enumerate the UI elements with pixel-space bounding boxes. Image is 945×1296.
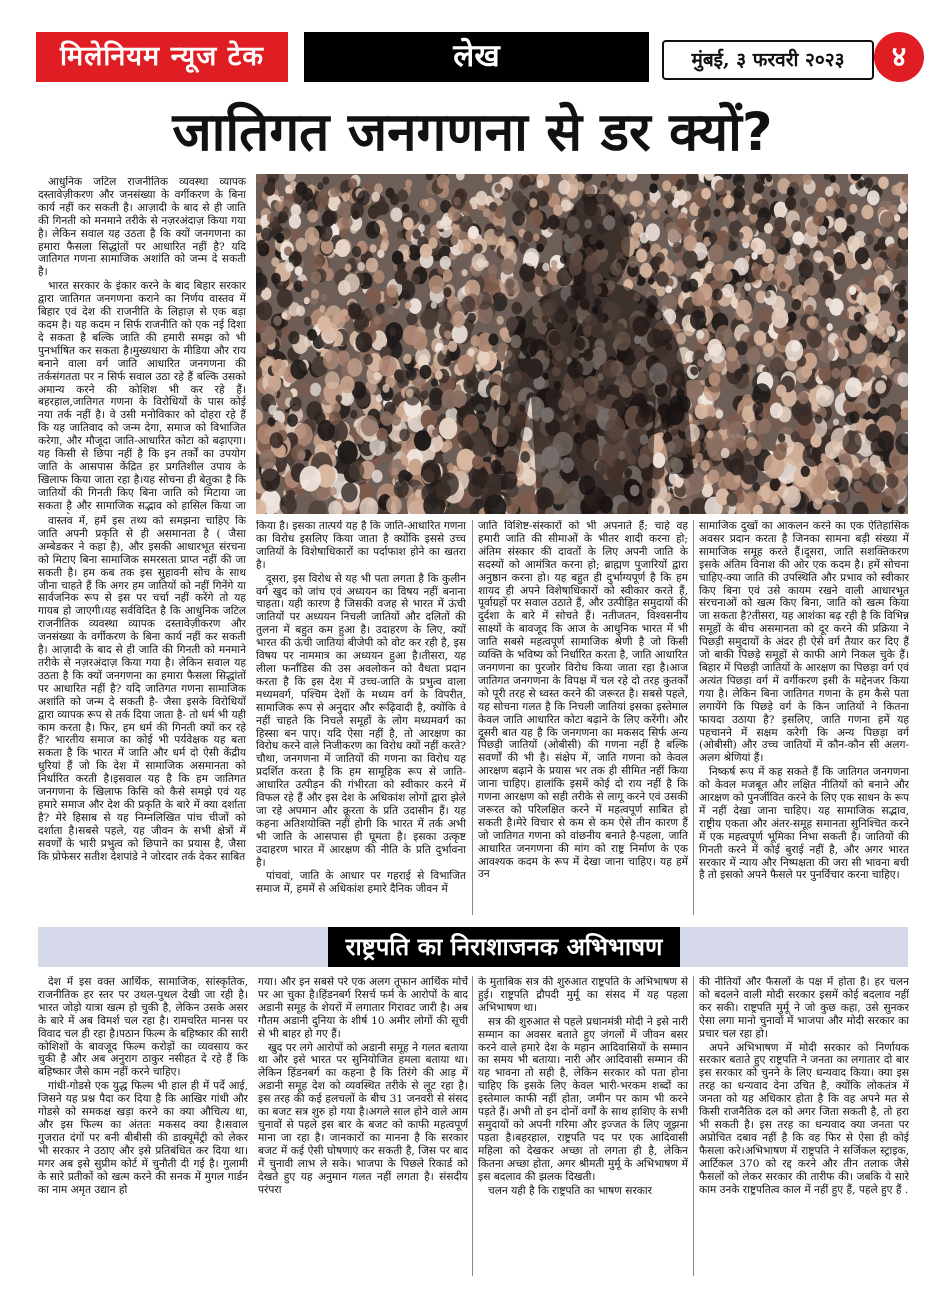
paragraph: पांचवां, जाति के आधार पर गहराई से विभाजित समाज में, हममें से अधिकांश हमारे दैनिक जीवन में — [256, 870, 466, 896]
article1-col2 — [256, 520, 466, 915]
article1-col3 — [478, 520, 688, 915]
column-divider — [693, 520, 694, 915]
section-label: लेख — [304, 32, 649, 82]
paragraph: भारत सरकार के इंकार करने के बाद बिहार सरकार द्वारा जातिगत जनगणना कराने का निर्णय वास्तव में बिहार एवं देश की राजनीति के लिहाज़ से एक बड़ा कदम है। यह कदम न सिर्फ राजनीति को एक नई दिशा दे सकता है बल्कि जाति की हमारी समझ को भी पुनर्भाषित कर सकता है।मुख्यधारा के मीडिया और राय बनाने वाला वर्ग जाति आधारित जनगणना की तर्कसंगतता पर न सिर्फ सवाल उठा रहे हैं बल्कि उसको अमान्य करने की कोशिश भी कर रहे हैं। बहरहाल,जातिगत गणना के विरोधियों के पास कोई नया तर्क नहीं है। वे उसी मनोविकार को दोहरा रहे हैं कि यह जातिवाद को जन्म देगा, समाज को विभाजित करेगा, और मौजूदा जाति-आधारित कोटा को बढ़ाएगा। यह किसी से छिपा नहीं है कि इन तर्कों का उपयोग जाति के आसपास केंद्रित हर प्रगतिशील उपाय के खिलाफ किया जाता रहा है।यह सोचना ही बेतुका है कि जातियों की गिनती किए बिना जाति को मिटाया जा सकता है और सामाजिक सद्भाव को हासिल किया जा — [38, 280, 246, 512]
article1-col1-lower — [38, 515, 246, 915]
crowd-image — [256, 174, 908, 514]
article1-col1-top — [38, 176, 246, 514]
paragraph: दूसरा, इस विरोध से यह भी पता लगता है कि कुलीन वर्ग खुद को जांच एवं अध्ययन का विषय नहीं बनाना चाहता। यही कारण है जिसकी वजह से भारत में ऊंची जातियों पर अध्ययन निचली जातियों और दलितों की तुलना में बहुत कम हुआ है। उदाहरण के लिए, क्यों भारत की ऊंची जातियां बीजेपी को वोट कर रही है, इस विषय पर नाममात्र का अध्ययन हुआ है।तीसरा, यह लीला फर्नांडिस की उस अवलोकन को वैधता प्रदान करता है कि इस देश में उच्च-जाति के प्रभुत्व वाला मध्यमवर्ग, पश्चिम देशों के मध्यम वर्ग के विपरीत, सामाजिक रूप से अनुदार और रूढ़िवादी है, क्योंकि वे नहीं चाहते कि निचले समूहों के लोग मध्यमवर्ग का हिस्सा बन पाए। यदि ऐसा नहीं है, तो आरक्षण का विरोध करने वाले निजीकरण का विरोध क्यों नहीं करते?चौथा, जनगणना में जातियों की गणना का विरोध यह प्रदर्शित करता है कि हम सामूहिक रूप से जाति-आधारित उत्पीड़न की गंभीरता को स्वीकार करने में विफल रहे हैं और इस देश के अधिकांश लोगों द्वारा झेले जा रहे अपमान और क्रूरता के प्रति उदासीन हैं। यह कहना अतिशयोक्ति नहीं होगी कि भारत में तर्क अभी भी जाति के आसपास ही घूमता है। इसका उत्कृष्ट उदाहरण भारत में आरक्षण की नीति के प्रति दुर्भावना है। — [256, 572, 466, 869]
article2-col1 — [38, 976, 248, 1276]
paragraph: खुद पर लगे आरोपों को अडानी समूह ने गलत बताया था और इसे भारत पर सुनियोजित हमला बताया था।लेकिन हिंडनबर्ग का कहना है कि तिरंगे की आड़ में अडानी समूह देश को व्यवस्थित तरीके से लूट रहा है। इस तरह की कई हलचलों के बीच 31 जनवरी से संसद का बजट सत्र शुरु हो गया है।अगले साल होने वाले आम चुनावों से पहले इस बार के बजट को काफी महत्वपूर्ण माना जा रहा है। जानकारों का मानना है कि सरकार बजट में कई ऐसी घोषणाएं कर सकती है, जिस पर बाद में चुनावी लाभ ले सके। भाजपा के पिछले रिकार्ड को देखते हुए यह अनुमान गलत नहीं लगता है। संसदीय परंपरा — [258, 1041, 468, 1196]
paragraph: गया। और इन सबसे परे एक अलग तूफान आर्थिक मोर्चे पर आ चुका है।हिंडनबर्ग रिसर्च फर्म के आरोपों के बाद अडानी समूह के शेयरों में लगातार गिरावट जारी है। अब गौतम अडानी दुनिया के शीर्ष 10 अमीर लोगों की सूची से भी बाहर हो गए हैं। — [258, 976, 468, 1040]
paragraph: गांधी-गोडसे एक युद्ध फिल्म भी हाल ही में पर्दे आई, जिसने यह प्रश्न पैदा कर दिया है कि आखिर गांधी और गोडसे को समकक्ष खड़ा करने का क्या औचित्य था, और इस फिल्म का अंततः मकसद क्या है।सवाल गुजरात दंगों पर बनी बीबीसी की डाक्यूमेंट्री को लेकर भी सरकार ने उठाए और इसे प्रतिबंधित कर दिया था। मगर अब इसे सुप्रीम कोर्ट में चुनौती दी गई है। गुलामी के सारे प्रतीकों को खत्म करने की सनक में मुगल गार्डन का नाम अमृत उद्यान हो — [38, 1080, 248, 1196]
column-divider — [472, 976, 473, 1276]
paragraph: देश में इस वक्त आर्थिक, सामाजिक, सांस्कृतिक, राजनीतिक हर स्तर पर उथल-पुथल देखी जा रही है। भारत जोड़ो यात्रा खत्म हो चुकी है, लेकिन उसके असर के बारे में अब विमर्श चल रहा है। रामचरित मानस पर विवाद चल ही रहा है।पठान फिल्म के बहिष्कार की सारी कोशिशों के बावजूद फिल्म करोड़ों का व्यवसाय कर चुकी है और अब अनुराग ठाकुर नसीहत दे रहे हैं कि बहिष्कार जैसे काम नहीं करने चाहिए। — [38, 976, 248, 1079]
paragraph: सत्र की शुरुआत से पहले प्रधानमंत्री मोदी ने इसे नारी सम्मान का अवसर बताते हुए जंगलों में जीवन बसर करने वाले हमारे देश के महान आदिवासियों के सम्मान का समय भी बताया। नारी और आदिवासी सम्मान की यह भावना तो सही है, लेकिन सरकार को पता होना चाहिए कि इसके लिए केवल भारी-भरकम शब्दों का इस्तेमाल काफी नहीं होता, जमीन पर काम भी करने पड़ते हैं। अभी तो इन दोनों वर्गों के साथ हाशिए के सभी समुदायों को अपनी गरिमा और इज्जत के लिए जूझना पड़ता है।बहरहाल, राष्ट्रपति पद पर एक आदिवासी महिला को देखकर अच्छा तो लगता ही है, लेकिन कितना अच्छा होता, अगर श्रीमती मुर्मू के अभिभाषण में इस बदलाव की झलक दिखती। — [478, 1015, 688, 1183]
paragraph: की नीतियों और फैसलों के पक्ष में होता है। हर चलन को बदलने वाली मोदी सरकार इसमें कोई बदलाव नहीं कर सकी। राष्ट्रपति मुर्मू ने जो कुछ कहा, उसे सुनकर ऐसा लगा मानो चुनावों में भाजपा और मोदी सरकार का प्रचार चल रहा हो। — [699, 976, 909, 1040]
paragraph: अपने अभिभाषण में मोदी सरकार को निर्णायक सरकार बताते हुए राष्ट्रपति ने जनता का लगातार दो बार इस सरकार को चुनने के लिए धन्यवाद किया। क्या इस तरह का धन्यवाद देना उचित है, क्योंकि लोकतंत्र में जनता को यह अधिकार होता है कि वह अपने मत से किसी राजनैतिक दल को अगर जिता सकती है, तो हरा भी सकती है। इस तरह का धन्यवाद क्या जनता पर अप्रोचित दबाव नहीं है कि वह फिर से ऐसा ही कोई फैसला करे।अभिभाषण में राष्ट्रपति ने सर्जिकल स्ट्राइक, आर्टिकल 370 को रद्द करने और तीन तलाक जैसे फैसलों को लेकर सरकार की तारीफ की। जबकि ये सारे काम उनके राष्ट्रपतित्व काल में नहीं हुए हैं, पहले हुए हैं . — [699, 1041, 909, 1196]
crowd-photo — [256, 174, 908, 514]
column-divider — [472, 520, 473, 915]
brand-logo: मिलेनियम न्यूज टेक — [36, 32, 288, 82]
paragraph: सामाजिक दुखों का आकलन करने का एक ऐतिहासिक अवसर प्रदान करता है जिनका सामना बड़ी संख्या में सामाजिक समूह करते हैं।दूसरा, जाति सशक्तिकरण इसके अंतिम विनाश की ओर एक कदम है। हमें सोचना चाहिए-क्या जाति की उपस्थिति और प्रभाव को स्वीकार किए बिना एवं उसे कायम रखने वाली आधारभूत संरचनाओं को खत्म किए बिना, जाति को खत्म किया जा सकता है?तीसरा, यह आशंका बढ़ रही है कि विभिन्न समूहों के बीच असमानता को दूर करने की प्रक्रिया ने पिछड़ी समुदायों के अंदर ही ऐसे वर्ग तैयार कर दिए हैं जो बाकी पिछड़े समूहों से काफी आगे निकल चुके हैं। बिहार में पिछड़ी जातियों के आरक्षण का पिछड़ा वर्ग एवं अत्यंत पिछड़ा वर्ग में वर्गीकरण इसी के मद्देनजर किया गया है। लेकिन बिना जातिगत गणना के हम कैसे पता लगायेंगे कि पिछड़े वर्ग के किन जातियों ने कितना फायदा उठाया है? इसलिए, जाति गणना हमें यह पहचानने में सक्षम करेगी कि अन्य पिछड़ा वर्ग (ओबीसी) और उच्च जातियों में कौन-कौन सी अलग-अलग श्रेणियां हैं। — [699, 520, 909, 765]
masthead — [36, 32, 916, 84]
article-headline: जातिगत जनगणना से डर क्यों? — [172, 102, 773, 163]
paragraph: आधुनिक जटिल राजनीतिक व्यवस्था व्यापक दस्तावेज़ीकरण और जनसंख्या के वर्गीकरण के बिना कार्य नहीं कर सकती है। आज़ादी के बाद से ही जाति की गिनती को मनमाने तरीके से नज़रअंदाज़ किया गया है। लेकिन सवाल यह उठता है कि क्यों जनगणना का हमारा फैसला सिद्धांतों पर आधारित नहीं है? यदि जातिगत गणना सामाजिक अशांति को जन्म दे सकती है। — [38, 176, 246, 279]
paragraph: के मुताबिक सत्र की शुरुआत राष्ट्रपति के अभिभाषण से हुई। राष्ट्रपति द्रौपदी मुर्मू का संसद में यह पहला अभिभाषण था। — [478, 976, 688, 1014]
paragraph: वास्तव में, हमें इस तथ्य को समझना चाहिए कि जाति अपनी प्रकृति से ही असमानता है ( जैसा अम्बेडकर ने कहा है), और इसकी आधारभूत संरचना को मिटाए बिना सामाजिक समरसता प्राप्त नहीं की जा सकती है। हम कब तक इस सुहावनी सोच के साथ जीना चाहते हैं कि अगर हम जातियों को नहीं गिनेंगे या सार्वजनिक रूप से इस पर चर्चा नहीं करेंगे तो यह गायब हो जाएगी।यह सर्वविदित है कि आधुनिक जटिल राजनीतिक व्यवस्था व्यापक दस्तावेज़ीकरण और जनसंख्या के वर्गीकरण के बिना कार्य नहीं कर सकती है। आज़ादी के बाद से ही जाति की गिनती को मनमाने तरीके से नज़रअंदाज़ किया गया है। लेकिन सवाल यह उठता है कि क्यों जनगणना का हमारा फैसला सिद्धांतों पर आधारित नहीं है? यदि जातिगत गणना सामाजिक अशांति को जन्म दे सकती है- जैसा इसके विरोधियों द्वारा व्यापक रूप से तर्क दिया जाता है- तो धर्म भी यही काम करता है। फिर, हम धर्म की गिनती क्यों कर रहे हैं? भारतीय समाज का कोई भी पर्यवेक्षक यह बता सकता है कि भारत में जाति और धर्म दो ऐसी केंद्रीय धुरियां हैं जो कि देश में सामाजिक असमानता को निर्धारित करती है।इसवाल यह है कि हम जातिगत जनगणना के खिलाफ किसि को कैसे समझे एवं यह हमारे समाज और देश की प्रकृति के बारे में क्या दर्शाता है? मेरे हिसाब से यह निम्नलिखित पांच चीजों को दर्शाता है।सबसे पहले, यह जीवन के सभी क्षेत्रों में सवर्णों के भारी प्रभुत्व को छिपाने का प्रयास है, जैसा कि प्रोफेसर सतीश देशपांडे ने जोरदार तर्क देकर साबित — [38, 515, 246, 863]
article2-col4 — [699, 976, 909, 1276]
page-number-badge: ४ — [874, 32, 924, 82]
article2-title: राष्ट्रपति का निराशाजनक अभिभाषण — [328, 927, 680, 967]
article2-col3 — [478, 976, 688, 1276]
dateline: मुंबई, ३ फरवरी २०२३ — [662, 40, 874, 80]
column-divider — [693, 976, 694, 1276]
article1-col4 — [699, 520, 909, 915]
paragraph: निष्कर्ष रूप में कह सकते हैं कि जातिगत जनगणना को केवल मजबूत और लक्षित नीतियों को बनाने और आरक्षण को पुनर्जीवित करने के लिए एक साधन के रूप में नहीं देखा जाना चाहिए। यह सामाजिक सद्भाव, राष्ट्रीय एकता और अंतर-समूह समानता सुनिश्चित करने में एक महत्वपूर्ण भूमिका निभा सकती है। जातियों की गिनती करने में कोई बुराई नहीं है, और अगर भारत सरकार में न्याय और निष्पक्षता की जरा सी भावना बची है तो इसको अपने फैसले पर पुनर्विचार करना चाहिए। — [699, 766, 909, 882]
paragraph: जाति विशिष्ट-संस्कारों को भी अपनाते हैं; चाहे वह हमारी जाति की सीमाओं के भीतर शादी करना हो; अंतिम संस्कार की दावतों के लिए अपनी जाति के सदस्यों को आमंत्रित करना हो; ब्राह्मण पुजारियों द्वारा अनुष्ठान करना हो। यह बहुत ही दुर्भाग्यपूर्ण है कि हम शायद ही अपने विशेषाधिकारों को स्वीकार करते हैं, पूर्वाग्रहों पर सवाल उठाते हैं, और उत्पीड़ित समुदायों की दुर्दशा के बारे में सोचते हैं। नतीजतन, विश्वसनीय साक्ष्यों के बावजूद कि आज के आधुनिक भारत में भी जाति सबसे महत्वपूर्ण सामाजिक श्रेणी है जो किसी व्यक्ति के भविष्य को निर्धारित करता है, जाति आधारित जनगणना का पुरजोर विरोध किया जाता रहा है।आज जातिगत जनगणना के विपक्ष में चल रहे दो तरह कुतर्कों को पूरी तरह से ध्वस्त करने की जरूरत है। सबसे पहले, यह सोचना गलत है कि निचली जातियां इसका इस्तेमाल केवल जाति आधारित कोटा बढ़ाने के लिए करेंगी। और दूसरी बात यह है कि जनगणना का मकसद सिर्फ अन्य पिछड़ी जातियों (ओबीसी) की गणना नहीं है बल्कि सवर्णों की भी है। संक्षेप में, जाति गणना को केवल आरक्षण बढ़ाने के प्रयास भर तक ही सीमित नहीं किया जाना चाहिए। हालांकि इसमें कोई दो राय नहीं है कि गणना आरक्षण को सही तरीके से लागू करने एवं उसकी जरूरत को परिलक्षित करने में महत्वपूर्ण साबित हो सकती है।मेरे विचार से कम से कम ऐसे तीन कारण हैं जो जातिगत गणना को वांछनीय बनाते है-पहला, जाति आधारित जनगणना की मांग को राष्ट्र निर्माण के एक आवश्यक कदम के रूप में देखा जाना चाहिए। यह हमें उन — [478, 520, 688, 881]
paragraph: चलन यही है कि राष्ट्रपति का भाषण सरकार — [488, 1184, 653, 1197]
article2-col2 — [258, 976, 468, 1276]
article2-banner — [38, 927, 908, 967]
paragraph: किया है। इसका तात्पर्य यह है कि जाति-आधारित गणना का विरोध इसलिए किया जाता है क्योंकि इससे उच्च जातियों के विशेषाधिकारों का पर्दाफाश होने का खतरा है। — [256, 520, 466, 571]
